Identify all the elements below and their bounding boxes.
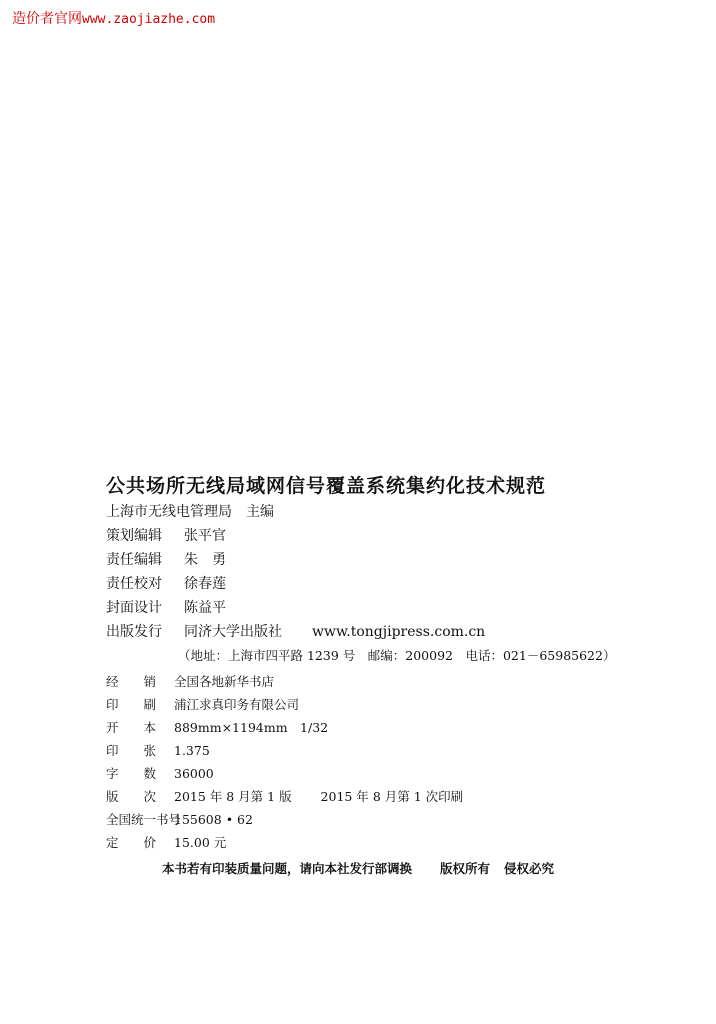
copyright-block — [106, 472, 666, 854]
publication-details — [106, 670, 666, 854]
detail-row — [106, 693, 666, 716]
credit-label: 责任校对 — [106, 576, 162, 592]
detail-label: 印 张 — [106, 743, 157, 758]
watermark — [12, 8, 215, 28]
detail-label: 印 刷 — [106, 697, 157, 712]
publisher-website: www.tongjipress.com.cn — [312, 624, 486, 640]
credit-value: 朱 勇 — [184, 552, 226, 568]
book-editor: 上海市无线电管理局 主编 — [106, 504, 274, 520]
watermark-url: www.zaojiazhe.com — [82, 12, 216, 27]
detail-row — [106, 785, 666, 808]
rights-text-2: 侵权必究 — [504, 861, 555, 876]
credit-value: 徐春莲 — [184, 576, 226, 592]
book-title: 公共场所无线局域网信号覆盖系统集约化技术规范 — [106, 475, 547, 497]
credit-label: 责任编辑 — [106, 552, 162, 568]
detail-value: 2015 年 8 月第 1 版 2015 年 8 月第 1 次印刷 — [174, 789, 464, 804]
notice-text: 本书若有印装质量问题，请向本社发行部调换 — [161, 861, 412, 876]
detail-label: 版 次 — [106, 789, 157, 804]
detail-value: 浦江求真印务有限公司 — [174, 697, 300, 712]
detail-label: 字 数 — [106, 766, 157, 781]
detail-value: 36000 — [174, 766, 214, 781]
detail-row — [106, 762, 666, 785]
detail-row — [106, 831, 666, 854]
detail-row — [106, 739, 666, 762]
watermark-site: 造价者官网 — [12, 11, 82, 27]
detail-value: 1.375 — [174, 743, 210, 758]
credit-label: 封面设计 — [106, 600, 162, 616]
publisher-name: 同济大学出版社 — [184, 624, 282, 640]
detail-row — [106, 716, 666, 739]
credit-label: 策划编辑 — [106, 528, 162, 544]
detail-value: 155608 • 62 — [174, 812, 253, 827]
publisher-row — [106, 620, 666, 644]
credit-value: 张平官 — [184, 528, 226, 544]
detail-label: 定 价 — [106, 835, 157, 850]
detail-value: 889mm×1194mm 1/32 — [174, 720, 329, 735]
quality-notice — [0, 859, 716, 877]
detail-label: 全国统一书号 — [106, 812, 182, 827]
detail-row — [106, 808, 666, 831]
credit-value: 陈益平 — [184, 600, 226, 616]
detail-row — [106, 670, 666, 693]
credit-row — [106, 572, 666, 596]
credit-row — [106, 548, 666, 572]
detail-value: 全国各地新华书店 — [174, 674, 275, 689]
publisher-address: （地址：上海市四平路 1239 号 邮编：200092 电话：021－65985622） — [178, 648, 616, 663]
credit-row — [106, 524, 666, 548]
rights-text: 版权所有 — [439, 861, 490, 876]
credit-row — [106, 596, 666, 620]
detail-value: 15.00 元 — [174, 835, 227, 850]
publisher-label: 出版发行 — [106, 624, 162, 640]
detail-label: 开 本 — [106, 720, 157, 735]
detail-label: 经 销 — [106, 674, 157, 689]
